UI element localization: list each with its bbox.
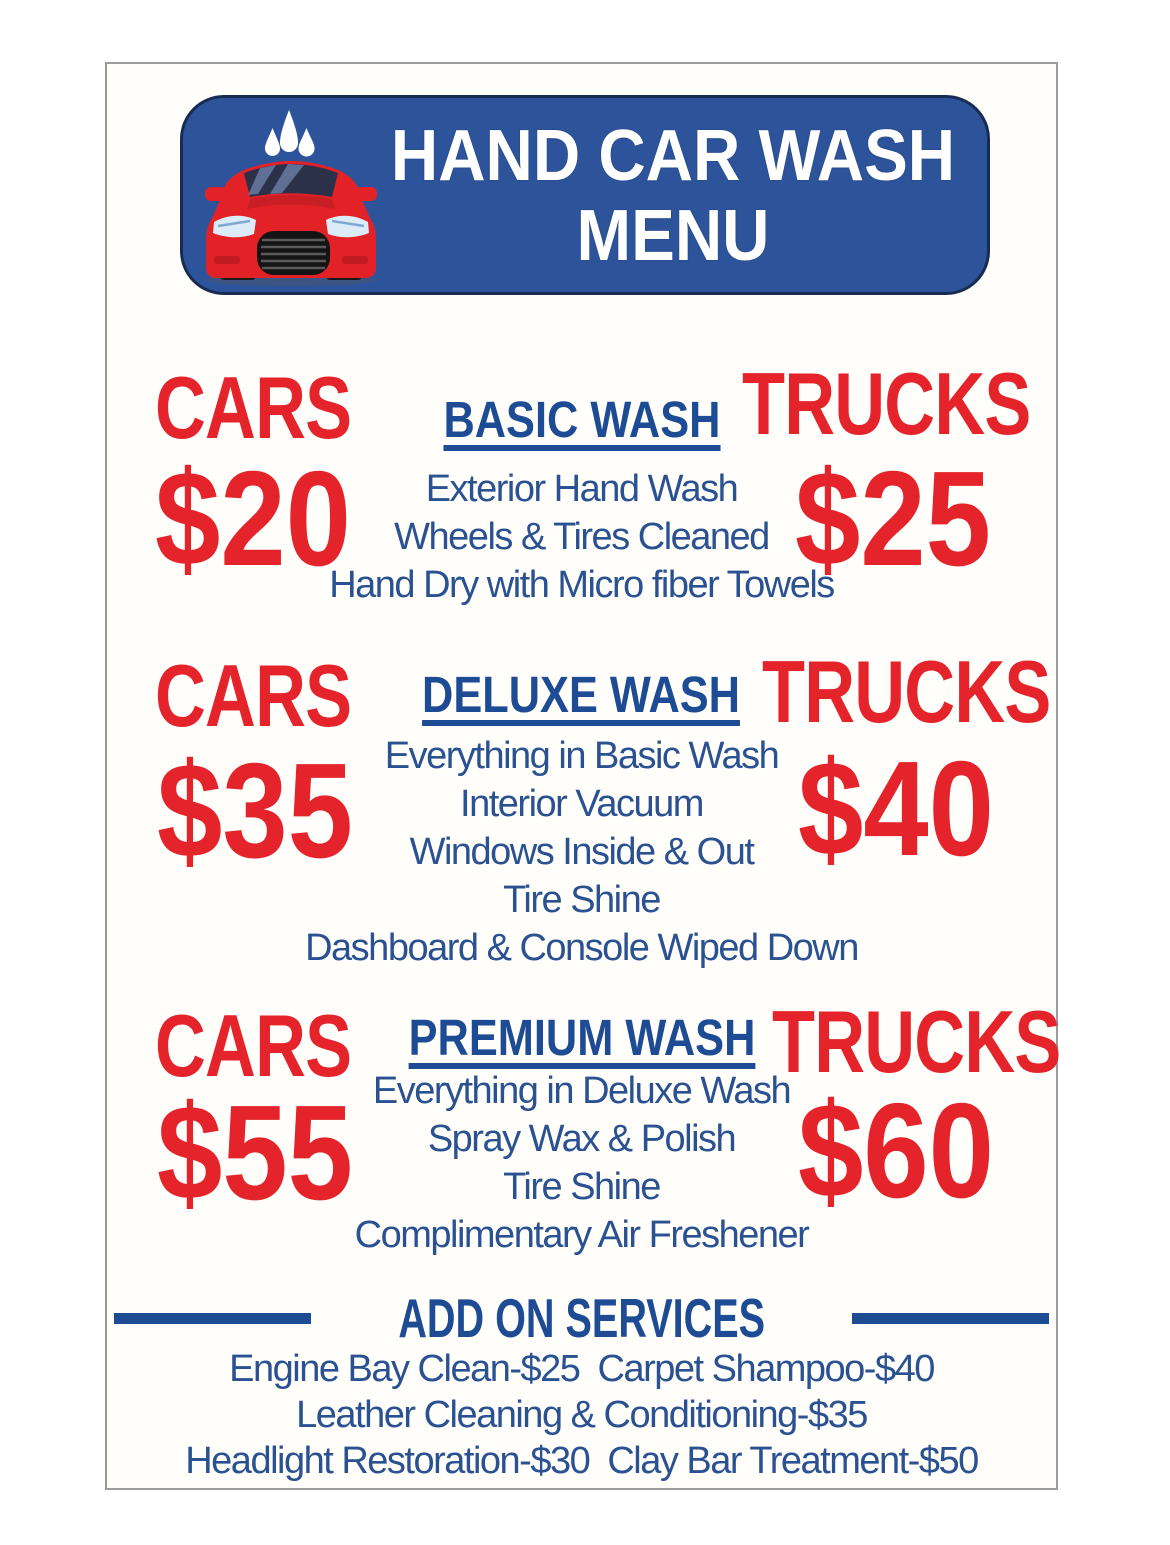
basic-service-list xyxy=(107,465,1056,609)
addon-service-line: Leather Cleaning & Conditioning-$35 xyxy=(296,1394,867,1436)
deluxe-service-list xyxy=(107,732,1056,972)
premium-section-title: PREMIUM WASH xyxy=(408,1012,755,1069)
addon-section-title: ADD ON SERVICES xyxy=(398,1287,765,1349)
water-drops-icon xyxy=(265,110,315,157)
addon-heading-row xyxy=(107,1287,1056,1349)
addon-service-line: Headlight Restoration-$30 Clay Bar Treatment-$50 xyxy=(185,1440,978,1482)
premium-service-list xyxy=(107,1067,1056,1259)
premium-cars-label: CARS xyxy=(155,996,352,1095)
deluxe-title-row xyxy=(107,666,1056,726)
basic-cars-price: $20 xyxy=(155,443,351,594)
premium-service-item: Everything in Deluxe Wash xyxy=(372,1070,791,1112)
page-title-line2: MENU xyxy=(576,196,769,276)
deluxe-trucks-price: $40 xyxy=(798,733,994,884)
basic-service-item: Exterior Hand Wash xyxy=(425,468,738,510)
premium-cars-price: $55 xyxy=(157,1077,353,1228)
addon-service-list xyxy=(107,1346,1056,1484)
deluxe-service-item: Dashboard & Console Wiped Down xyxy=(305,927,858,969)
basic-section-title: BASIC WASH xyxy=(443,394,720,451)
deluxe-cars-price: $35 xyxy=(157,735,353,886)
page-title xyxy=(350,116,995,276)
basic-cars-label: CARS xyxy=(155,358,352,457)
premium-trucks-label: TRUCKS xyxy=(772,992,1061,1091)
deluxe-service-item: Tire Shine xyxy=(503,879,660,921)
premium-service-item: Tire Shine xyxy=(503,1166,660,1208)
deluxe-service-item: Interior Vacuum xyxy=(460,783,703,825)
addon-right-rule xyxy=(852,1313,1049,1324)
deluxe-cars-label: CARS xyxy=(155,646,352,745)
basic-service-item: Hand Dry with Micro fiber Towels xyxy=(329,564,834,606)
basic-service-item: Wheels & Tires Cleaned xyxy=(394,516,769,558)
addon-left-rule xyxy=(114,1313,311,1324)
premium-title-row xyxy=(107,1009,1056,1069)
addon-service-line: Engine Bay Clean-$25 Carpet Shampoo-$40 xyxy=(229,1348,934,1390)
basic-trucks-label: TRUCKS xyxy=(742,354,1031,453)
deluxe-service-item: Windows Inside & Out xyxy=(409,831,754,873)
page-title-line1: HAND CAR WASH xyxy=(390,116,955,196)
deluxe-service-item: Everything in Basic Wash xyxy=(384,735,779,777)
deluxe-section-title: DELUXE WASH xyxy=(423,669,741,726)
deluxe-trucks-label: TRUCKS xyxy=(762,642,1051,741)
premium-trucks-price: $60 xyxy=(798,1075,994,1226)
premium-service-item: Complimentary Air Freshener xyxy=(354,1214,809,1256)
premium-service-item: Spray Wax & Polish xyxy=(427,1118,736,1160)
basic-trucks-price: $25 xyxy=(795,443,991,594)
